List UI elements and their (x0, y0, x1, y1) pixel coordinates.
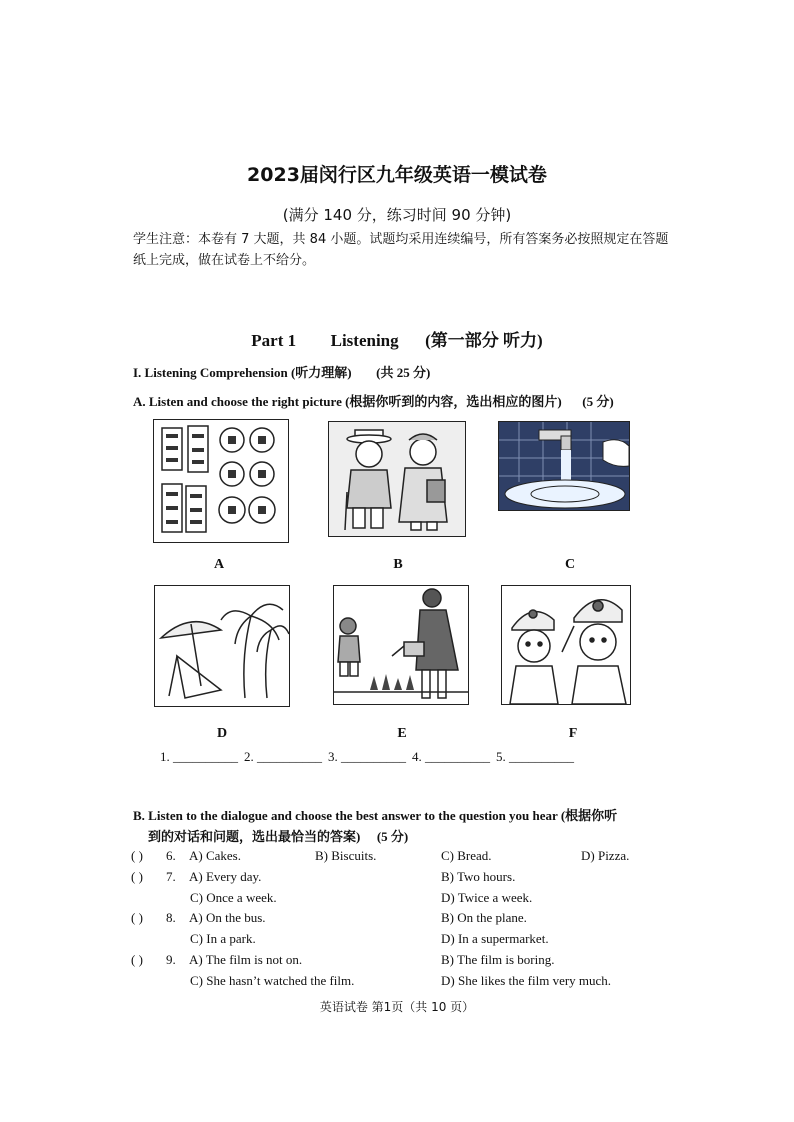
q7-option-c: C) Once a week. (190, 890, 277, 905)
q7-option-a: A) Every day. (189, 869, 262, 884)
beach-palm-icon (155, 586, 289, 706)
question-number-7: 7. (166, 869, 176, 884)
question-number-8: 8. (166, 910, 176, 925)
picture-e (333, 585, 469, 705)
picture-a-label: A (213, 557, 225, 572)
q7-option-d: D) Twice a week. (441, 890, 533, 905)
part-a-title: A. Listen and choose the right picture (根据你听到的内容，选出相应的图片) (133, 394, 562, 409)
section-title: I. Listening Comprehension (听力理解) (133, 365, 352, 380)
part-name: Listening (330, 331, 399, 350)
section-score: (共 25 分) (376, 365, 431, 380)
picture-f (501, 585, 631, 705)
answer-bracket-9[interactable]: ( ) (131, 952, 143, 967)
section-heading (133, 362, 430, 381)
part-b-heading-line2 (148, 826, 408, 845)
answer-bracket-7[interactable]: ( ) (131, 869, 143, 884)
q6-option-c: C) Bread. (441, 848, 492, 863)
picture-b (328, 421, 466, 537)
page-subtitle: (满分 140 分，练习时间 90 分钟) (282, 206, 512, 224)
answer-blank-5[interactable]: 5. __________ (496, 749, 574, 764)
question-number-6: 6. (166, 848, 176, 863)
part-a-score: (5 分) (582, 394, 614, 409)
part-name-cn: (第一部分 听力) (425, 331, 543, 350)
ancient-coins-icon (154, 420, 288, 542)
q8-option-a: A) On the bus. (189, 910, 266, 925)
picture-f-label: F (568, 726, 578, 741)
police-officers-icon (502, 586, 630, 704)
elderly-couple-icon (329, 422, 465, 536)
picture-b-label: B (393, 557, 403, 572)
student-notice: 学生注意：本卷有 7 大题，共 84 小题。试题均采用连续编号，所有答案务必按照规定在答题纸上完成，做在试卷上不给分。 (133, 232, 669, 268)
part-heading (0, 326, 794, 351)
part-label: Part 1 (251, 331, 297, 350)
answer-blank-1[interactable]: 1. __________ (160, 749, 238, 764)
q9-option-b: B) The film is boring. (441, 952, 555, 967)
page-footer: 英语试卷 第1页（共 10 页） (319, 1000, 475, 1014)
page-title: 2023届闵行区九年级英语一模试卷 (247, 164, 547, 186)
answer-blank-3[interactable]: 3. __________ (328, 749, 406, 764)
watering-flowers-icon (334, 586, 468, 704)
q6-option-a: A) Cakes. (189, 848, 241, 863)
q7-option-b: B) Two hours. (441, 869, 516, 884)
answer-blank-2[interactable]: 2. __________ (244, 749, 322, 764)
running-tap-icon (499, 422, 629, 510)
answer-blank-4[interactable]: 4. __________ (412, 749, 490, 764)
part-b-score: (5 分) (376, 829, 409, 844)
picture-d-label: D (216, 726, 228, 741)
picture-c (498, 421, 630, 511)
q8-option-b: B) On the plane. (441, 910, 527, 925)
answer-bracket-6[interactable]: ( ) (131, 848, 143, 863)
part-b-heading-text: 到的对话和问题，选出最恰当的答案) (148, 829, 361, 844)
q8-option-c: C) In a park. (190, 931, 256, 946)
picture-d (154, 585, 290, 707)
q6-option-b: B) Biscuits. (315, 848, 377, 863)
answer-bracket-8[interactable]: ( ) (131, 910, 143, 925)
part-a-heading (133, 391, 614, 410)
part-b-heading-line1: B. Listen to the dialogue and choose the best answer to the question you hear (根据你听 (133, 808, 618, 823)
q8-option-d: D) In a supermarket. (441, 931, 549, 946)
picture-c-label: C (564, 557, 576, 572)
q9-option-d: D) She likes the film very much. (441, 973, 612, 988)
question-number-9: 9. (166, 952, 176, 967)
q6-option-d: D) Pizza. (581, 848, 630, 863)
picture-e-label: E (397, 726, 407, 741)
picture-a (153, 419, 289, 543)
q9-option-c: C) She hasn’t watched the film. (190, 973, 355, 988)
q9-option-a: A) The film is not on. (189, 952, 303, 967)
